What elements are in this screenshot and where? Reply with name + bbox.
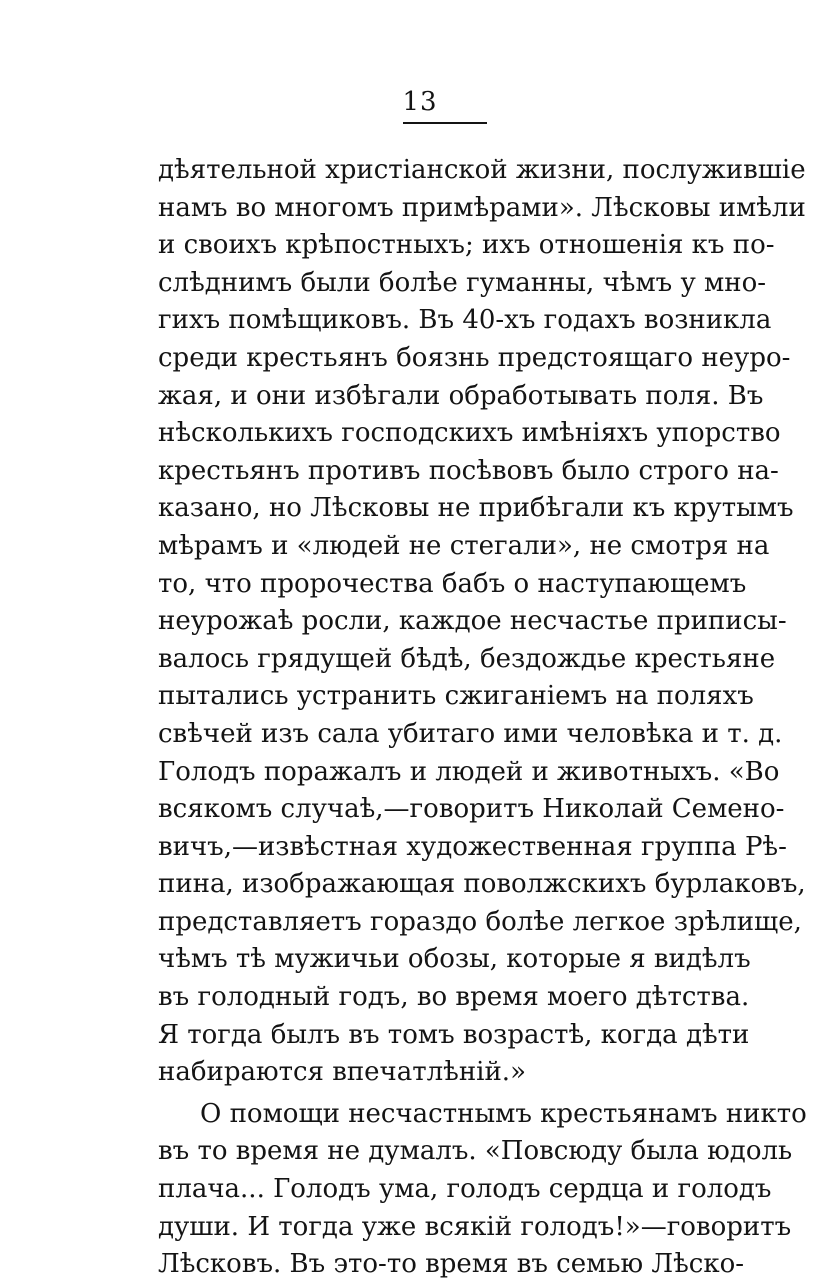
text-line: мѣрамъ и «людей не стегали», не смотря на bbox=[158, 530, 770, 561]
page-number: 13 bbox=[402, 87, 438, 117]
text-line: то, что пророчества бабъ о наступающемъ bbox=[158, 568, 747, 599]
text-line: свѣчей изъ сала убитаго ими человѣка и т. д. bbox=[158, 718, 783, 749]
text-line: О помощи несчастнымъ крестьянамъ никто bbox=[200, 1098, 807, 1129]
text-line: пытались устранить сжиганіемъ на поляхъ bbox=[158, 681, 754, 712]
text-line: среди крестьянъ боязнь предстоящаго неуро- bbox=[158, 342, 791, 373]
page-number-rule bbox=[403, 122, 487, 124]
text-line: Я тогда былъ въ томъ возрастѣ, когда дѣти bbox=[158, 1019, 750, 1050]
paragraph bbox=[158, 152, 806, 1092]
text-line: въ то время не думалъ. «Повсюду была юдоль bbox=[158, 1136, 793, 1167]
text-line: чѣмъ тѣ мужичьи обозы, которые я видѣлъ bbox=[158, 944, 751, 975]
text-line: пина, изображающая поволжскихъ бурлаковъ, bbox=[158, 869, 806, 900]
text-line: жая, и они избѣгали обработывать поля. Въ bbox=[158, 380, 764, 411]
text-line: Лѣсковъ. Въ это-то время въ семью Лѣско- bbox=[158, 1249, 745, 1280]
text-line: вичъ,—извѣстная художественная группа Рѣ- bbox=[158, 831, 787, 862]
text-body bbox=[158, 152, 807, 1284]
text-line: и своихъ крѣпостныхъ; ихъ отношенія къ по- bbox=[158, 230, 775, 261]
text-line: Голодъ поражалъ и людей и животныхъ. «Во bbox=[158, 756, 780, 787]
text-line: представляетъ гораздо болѣе легкое зрѣлище, bbox=[158, 906, 802, 937]
text-line: намъ во многомъ примѣрами». Лѣсковы имѣли bbox=[158, 192, 806, 223]
text-line: гихъ помѣщиковъ. Въ 40-хъ годахъ возникла bbox=[158, 305, 772, 336]
text-line: души. И тогда уже всякій голодъ!»—говоритъ bbox=[158, 1211, 792, 1242]
text-line: валось грядущей бѣдѣ, бездождье крестьяне bbox=[158, 643, 776, 674]
text-line: слѣднимъ были болѣе гуманны, чѣмъ у мно- bbox=[158, 267, 767, 298]
text-line: въ голодный годъ, во время моего дѣтства. bbox=[158, 982, 750, 1013]
text-line: казано, но Лѣсковы не прибѣгали къ крутымъ bbox=[158, 493, 794, 524]
text-line: нѣсколькихъ господскихъ имѣніяхъ упорство bbox=[158, 418, 781, 449]
text-line: дѣятельной христіанской жизни, послужившіе bbox=[158, 155, 806, 185]
text-line: всякомъ случаѣ,—говоритъ Николай Семено- bbox=[158, 794, 785, 825]
text-line: плача... Голодъ ума, голодъ сердца и голодъ bbox=[158, 1174, 772, 1205]
text-line: крестьянъ противъ посѣвовъ было строго на- bbox=[158, 455, 779, 486]
paragraph bbox=[158, 1096, 807, 1284]
text-line: набираются впечатлѣній.» bbox=[158, 1057, 526, 1088]
text-line: неурожаѣ росли, каждое несчастье приписы- bbox=[158, 606, 787, 637]
